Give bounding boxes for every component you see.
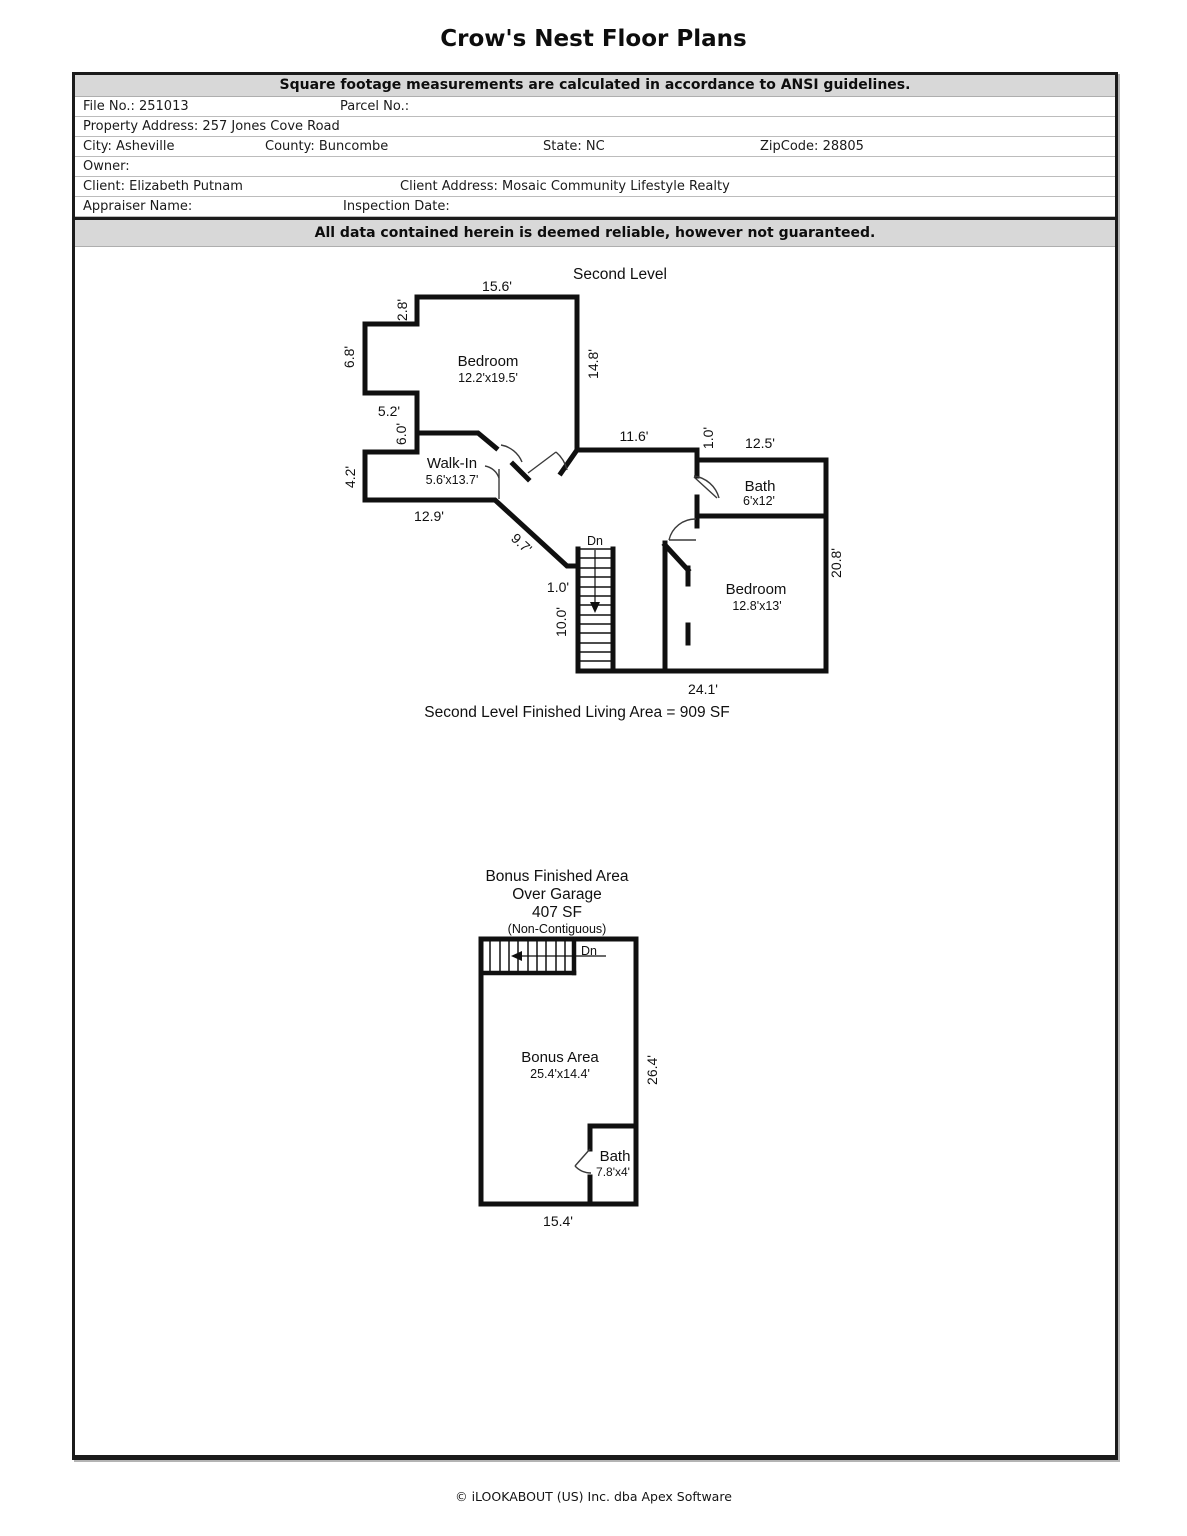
dim-label: 26.4' (644, 1055, 660, 1085)
room-name-bonus-bath: Bath (599, 1148, 631, 1165)
header-row-address (75, 117, 1115, 137)
bonus-title-line3: 407 SF (532, 904, 582, 921)
header-row-file (75, 97, 1115, 117)
reliability-banner: All data contained herein is deemed reliable, however not guaranteed. (75, 220, 1115, 247)
second-level-caption: Second Level Finished Living Area = 909 SF (424, 704, 730, 721)
second-level-stairs (578, 549, 613, 661)
header-row-city (75, 137, 1115, 157)
dim-label: 24.1' (688, 681, 718, 697)
header-row-client (75, 177, 1115, 197)
field-owner: Owner: (83, 159, 130, 174)
dim-label: 14.8' (585, 349, 601, 379)
walkin-door-arc2 (501, 445, 522, 462)
copyright-footer: © iLOOKABOUT (US) Inc. dba Apex Software (455, 1489, 732, 1504)
field-appraiser-name: Appraiser Name: (83, 199, 193, 214)
second-level-title: Second Level (573, 266, 667, 283)
field-county: County: Buncombe (265, 139, 389, 154)
wall-door-pier (513, 464, 528, 479)
stair-down-arrow (590, 602, 600, 613)
stair-down-label: Dn (581, 944, 597, 958)
dim-label: 12.5' (745, 435, 775, 451)
dim-label: 4.2' (342, 465, 358, 489)
room-size-walkin: 5.6'x13.7' (425, 473, 479, 487)
bonus-bath-door-arc (575, 1166, 591, 1173)
dim-label: 11.6' (619, 428, 649, 444)
dim-label: 20.8' (828, 548, 844, 578)
dim-label: 10.0' (553, 607, 569, 637)
header-row-appraiser (75, 197, 1115, 217)
bonus-title-line2: Over Garage (512, 886, 602, 903)
room-name-bonus: Bonus Area (521, 1049, 599, 1066)
field-zipcode: ZipCode: 28805 (760, 139, 864, 154)
bonus-title-line4: (Non-Contiguous) (507, 922, 607, 936)
wall-walkin-top (417, 433, 496, 448)
dim-label: 15.4' (543, 1213, 573, 1229)
room-size-bedroom1: 12.2'x19.5' (458, 371, 518, 385)
room-name-bath: Bath (744, 478, 776, 495)
bedroom1-door-leaf (528, 452, 556, 473)
room-size-bonus: 25.4'x14.4' (530, 1067, 590, 1081)
room-name-walkin: Walk-In (426, 455, 478, 472)
field-parcel-no: Parcel No.: (340, 99, 410, 114)
dim-label: 1.0' (546, 579, 570, 595)
walkin-door-arc (485, 466, 499, 478)
field-city: City: Asheville (83, 139, 175, 154)
dim-label: 1.0' (700, 426, 716, 450)
room-size-bonus-bath: 7.8'x4' (596, 1165, 630, 1179)
field-client-address: Client Address: Mosaic Community Lifestyle Realty (400, 179, 730, 194)
dim-label: 6.8' (341, 345, 357, 369)
header-row-owner (75, 157, 1115, 177)
dim-label: 15.6' (482, 278, 512, 294)
ansi-banner: Square footage measurements are calculated in accordance to ANSI guidelines. (75, 75, 1115, 97)
stair-down-label: Dn (587, 534, 603, 548)
floor-plan-canvas (72, 243, 1112, 1451)
dim-label: 5.2' (377, 403, 401, 419)
field-file-no: File No.: 251013 (83, 99, 189, 114)
field-state: State: NC (543, 139, 605, 154)
room-size-bath: 6'x12' (743, 494, 775, 508)
room-name-bedroom2: Bedroom (725, 581, 787, 598)
dim-label: 2.8' (394, 298, 410, 322)
field-property-address: Property Address: 257 Jones Cove Road (83, 119, 340, 134)
dim-label: 9.7' (508, 529, 536, 557)
room-name-bedroom1: Bedroom (457, 353, 519, 370)
room-size-bedroom2: 12.8'x13' (732, 599, 782, 613)
bonus-bath-door-leaf (575, 1149, 590, 1166)
dim-label: 12.9' (414, 508, 444, 524)
stair-down-arrow (511, 951, 522, 961)
bonus-level-doors (575, 1149, 591, 1173)
page-title: Crow's Nest Floor Plans (440, 26, 747, 52)
field-inspection-date: Inspection Date: (343, 199, 450, 214)
field-client: Client: Elizabeth Putnam (83, 179, 243, 194)
wall-closet-angled (665, 545, 688, 570)
bedroom2-door-arc (669, 519, 696, 540)
bonus-title-line1: Bonus Finished Area (485, 868, 629, 885)
dim-label: 6.0' (393, 422, 409, 446)
